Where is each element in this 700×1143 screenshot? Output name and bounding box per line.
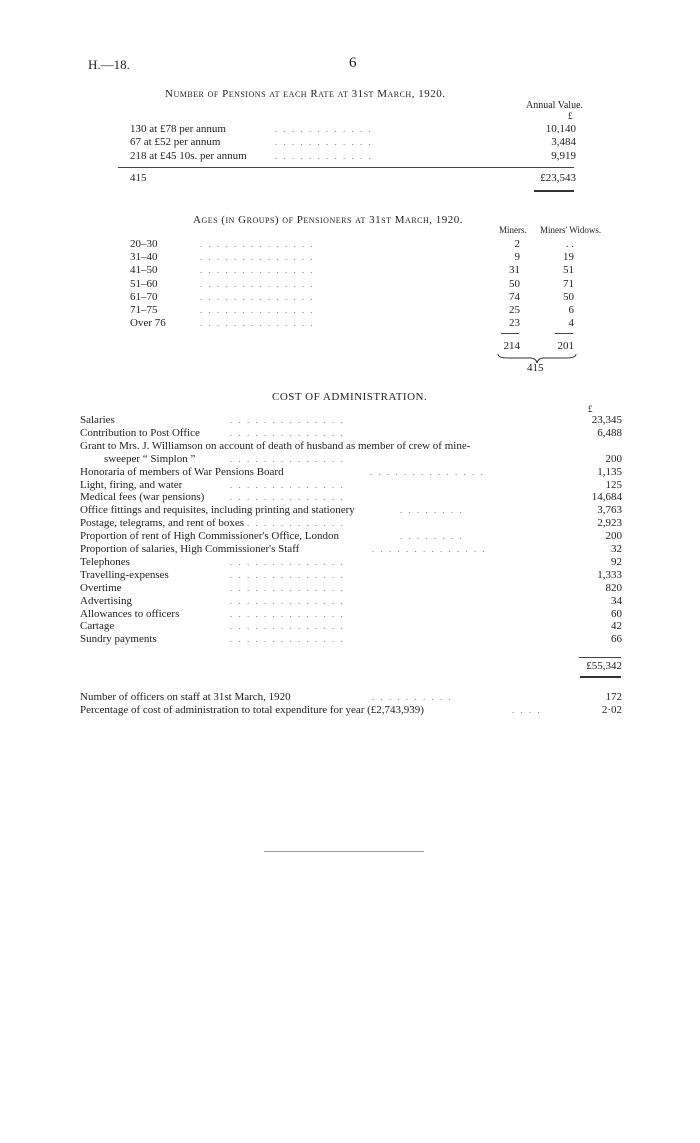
footer-stat-label: Percentage of cost of administration to total expenditure for year (£2,743,939) — [80, 704, 424, 716]
admin-item-value: 200 — [605, 452, 622, 465]
pension-rate-value: 3,484 — [551, 136, 576, 148]
admin-title: COST OF ADMINISTRATION. — [272, 391, 428, 403]
admin-total-rule — [579, 657, 621, 658]
miners-total-rule — [501, 333, 519, 334]
double-rule — [534, 190, 574, 192]
admin-item-label: Light, firing, and water — [80, 478, 183, 491]
leader-dots: . . . . . . . . . . . . . . — [230, 453, 345, 464]
miners-count: 2 — [514, 238, 520, 250]
widows-total-rule — [555, 333, 573, 334]
pension-total-count: 415 — [130, 172, 147, 184]
admin-item-label: Allowances to officers — [80, 607, 180, 620]
age-group-label: 20–30 — [130, 238, 158, 250]
widows-count: 71 — [563, 277, 574, 290]
pension-rate-value: 9,919 — [551, 150, 576, 162]
page-number: 6 — [349, 55, 357, 71]
footer-stat-label: Number of officers on staff at 31st March, 1920 — [80, 691, 291, 703]
ages-grand-total: 415 — [527, 362, 544, 374]
admin-item-value: 2,923 — [597, 517, 622, 530]
leader-dots: . . . . . . . . . . . . . . — [200, 305, 315, 315]
admin-item-value: 23,345 — [591, 414, 622, 426]
admin-item-label: Medical fees (war pensions) — [80, 491, 205, 504]
admin-item-label: Postage, telegrams, and rent of boxes — [80, 517, 245, 530]
age-group-label: 51–60 — [130, 277, 158, 290]
miners-count: 9 — [514, 251, 520, 264]
leader-dots: . . . . . . . . . . . . — [275, 124, 373, 134]
miners-total: 214 — [503, 340, 520, 352]
admin-item-label: Overtime — [80, 581, 122, 594]
pension-rates-title: Number of Pensions at each Rate at 31st March, 1920. — [165, 88, 446, 100]
admin-item-label: Office fittings and requisites, including printing and stationery — [80, 504, 355, 517]
leader-dots: . . . . . . . . . . . . . . — [200, 318, 315, 329]
currency-mark: £ — [568, 111, 573, 121]
miners-count: 50 — [509, 277, 520, 290]
miners-count: 25 — [509, 304, 520, 316]
age-group-label: Over 76 — [130, 317, 166, 330]
admin-item-label: Telephones — [80, 555, 130, 568]
miners-count: 31 — [509, 264, 520, 277]
footer-stat-value: 172 — [605, 691, 622, 703]
leader-dots: . . . . — [512, 705, 542, 715]
admin-item-value: 34 — [611, 594, 622, 607]
leader-dots: . . . . . . . . . . . . — [275, 137, 373, 147]
admin-item-value: 42 — [611, 620, 622, 633]
leader-dots: . . . . . . . . . . . . . . — [200, 291, 315, 302]
widows-count: 19 — [563, 251, 574, 264]
admin-total: £55,342 — [586, 660, 622, 672]
widows-count: 4 — [568, 317, 574, 330]
leader-dots: . . . . . . . . . . . . . . — [372, 544, 487, 554]
pension-rate-value: 10,140 — [545, 123, 576, 135]
admin-item-value: 6,488 — [597, 426, 622, 439]
admin-item-label: Travelling-expenses — [80, 568, 169, 581]
admin-item-value: 200 — [605, 530, 622, 543]
admin-item-value: 820 — [605, 581, 622, 594]
leader-dots: . . . . . . . . . . . . . . — [230, 621, 345, 632]
admin-item-label: Sundry payments — [80, 633, 157, 646]
leader-dots: . . . . . . . . . . . . . . — [230, 634, 345, 645]
leader-dots: . . . . . . . . . . — [372, 692, 453, 702]
admin-item-label: Salaries — [80, 414, 115, 426]
divider — [118, 167, 574, 168]
admin-item-label: Honoraria of members of War Pensions Board — [80, 465, 284, 478]
age-group-label: 41–50 — [130, 264, 158, 277]
admin-item-label: Cartage — [80, 620, 115, 633]
leader-dots: . . . . . . . . . . . . . . — [230, 415, 345, 425]
leader-dots: . . . . . . . . . . . . . . — [230, 492, 345, 503]
widows-column-header: Miners' Widows. — [540, 225, 602, 235]
pension-rate-label: 130 at £78 per annum — [130, 123, 226, 135]
leader-dots: . . . . . . . . — [400, 531, 464, 542]
leader-dots: . . . . . . . . . . . . . . — [200, 265, 315, 276]
pension-total-value: £23,543 — [540, 172, 576, 184]
leader-dots: . . . . . . . . . . . . . . — [230, 569, 345, 580]
age-group-label: 71–75 — [130, 304, 158, 316]
admin-item-label: Proportion of rent of High Commissioner's Office, London — [80, 530, 340, 543]
age-group-label: 31–40 — [130, 251, 158, 264]
ages-title: Ages (in Groups) of Pensioners at 31st March, 1920. — [193, 214, 464, 226]
leader-dots: . . . . . . . . . . . . . . — [200, 278, 315, 289]
leader-dots: . . . . . . . . . . . . . . — [370, 466, 485, 477]
admin-item-value: 92 — [611, 555, 622, 568]
admin-currency-mark: £ — [588, 404, 593, 414]
pension-rate-label: 218 at £45 10s. per annum — [130, 150, 247, 162]
end-rule — [264, 851, 424, 852]
admin-item-label: Proportion of salaries, High Commissioner's Staff — [80, 543, 300, 555]
admin-item-value: 1,135 — [597, 465, 622, 478]
leader-dots: . . . . . . . . . . . . . . — [230, 518, 345, 529]
leader-dots: . . . . . . . . . . . . . . — [230, 556, 345, 567]
miners-count: 23 — [509, 317, 520, 330]
leader-dots: . . . . . . . . . . . . . . — [230, 608, 345, 619]
miners-column-header: Miners. — [499, 225, 527, 235]
leader-dots: . . . . . . . . . . . . — [275, 151, 373, 161]
miners-count: 74 — [509, 290, 520, 303]
admin-item-value: 66 — [611, 633, 622, 646]
widows-count: 6 — [568, 304, 574, 316]
leader-dots: . . . . . . . . . . . . . . — [230, 479, 345, 490]
widows-count: 50 — [563, 290, 574, 303]
admin-item-label: Contribution to Post Office — [80, 426, 200, 439]
leader-dots: . . . . . . . . . . . . . . — [230, 427, 345, 438]
age-group-label: 61–70 — [130, 290, 158, 303]
leader-dots: . . . . . . . . — [400, 505, 464, 516]
leader-dots: . . . . . . . . . . . . . . — [200, 239, 315, 249]
admin-item-value: 125 — [605, 478, 622, 491]
admin-item-label: Advertising — [80, 594, 132, 607]
pension-rate-label: 67 at £52 per annum — [130, 136, 221, 148]
admin-item-label: Grant to Mrs. J. Williamson on account of death of husband as member of crew of mine- — [80, 439, 471, 452]
admin-double-rule — [580, 676, 621, 678]
page-reference: H.—18. — [88, 57, 130, 72]
admin-item-value: 32 — [611, 543, 622, 555]
leader-dots: . . . . . . . . . . . . . . — [230, 582, 345, 593]
footer-stat-value: 2·02 — [601, 704, 622, 716]
widows-total: 201 — [557, 340, 574, 352]
annual-value-header: Annual Value. — [526, 100, 584, 111]
leader-dots: . . . . . . . . . . . . . . — [200, 252, 315, 263]
admin-item-value: 3,763 — [597, 504, 622, 517]
leader-dots: . . . . . . . . . . . . . . — [230, 595, 345, 606]
widows-count: . . — [565, 238, 574, 250]
admin-item-label: sweeper “ Simplon ” — [104, 452, 196, 465]
admin-item-value: 14,684 — [591, 491, 622, 504]
admin-item-value: 60 — [611, 607, 622, 620]
admin-item-value: 1,333 — [597, 568, 622, 581]
widows-count: 51 — [563, 264, 574, 277]
